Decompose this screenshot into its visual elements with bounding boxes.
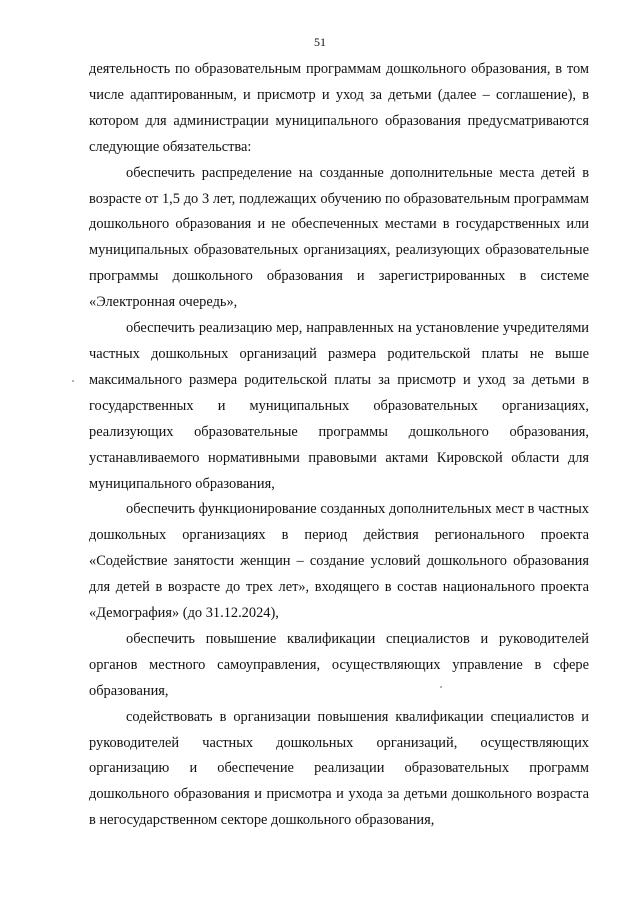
paragraph-intro: деятельность по образовательным программам дошкольного образования, в том числе адаптированным, и присмотр и уход за детьми (далее – соглашение), в котором для администрации муниципального образования предусматриваются следующие обязательства: [89,61,589,155]
paragraph-obligation-parental-fee: обеспечить реализацию мер, направленных на установление учредителями частных дошкольных организаций размера родительской платы не выше максимального размера родительской платы за присмотр и уход за детьми в государственных и муниципальных образовательных организациях, реализующих образовательные программы дошкольного образования, устанавливаемого нормативными правовыми актами Кировской области для муниципального образования, [89,320,589,492]
paragraph-obligation-functioning: обеспечить функционирование созданных дополнительных мест в частных дошкольных организациях в период действия регионального проекта «Содействие занятости женщин – создание условий дошкольного образования для детей в возрасте до трех лет», входящего в состав национального проекта «Демография» (до 31.12.2024), [89,501,589,622]
page-number: 51 [314,35,326,49]
paragraph-obligation-private-training: содействовать в организации повышения квалификации специалистов и руководителей частных дошкольных организаций, осуществляющих организацию и обеспечение реализации образовательных программ дошкольного образования и присмотра и ухода за детьми дошкольного возраста в негосударственном секторе дошкольного образования, [89,708,589,829]
document-body [89,57,589,834]
scan-speck [440,686,442,688]
scan-speck [72,380,74,382]
paragraph-obligation-distribution: обеспечить распределение на созданные дополнительные места детей в возрасте от 1,5 до 3 лет, подлежащих обучению по образовательным программам дошкольного образования и не обеспеченных местами в государственных или муниципальных образовательных организациях, реализующих образовательные программы дошкольного образования и зарегистрированных в системе «Электронная очередь», [89,164,589,311]
paragraph-obligation-qualification: обеспечить повышение квалификации специалистов и руководителей органов местного самоуправления, осуществляющих управление в сфере образования, [89,630,589,699]
